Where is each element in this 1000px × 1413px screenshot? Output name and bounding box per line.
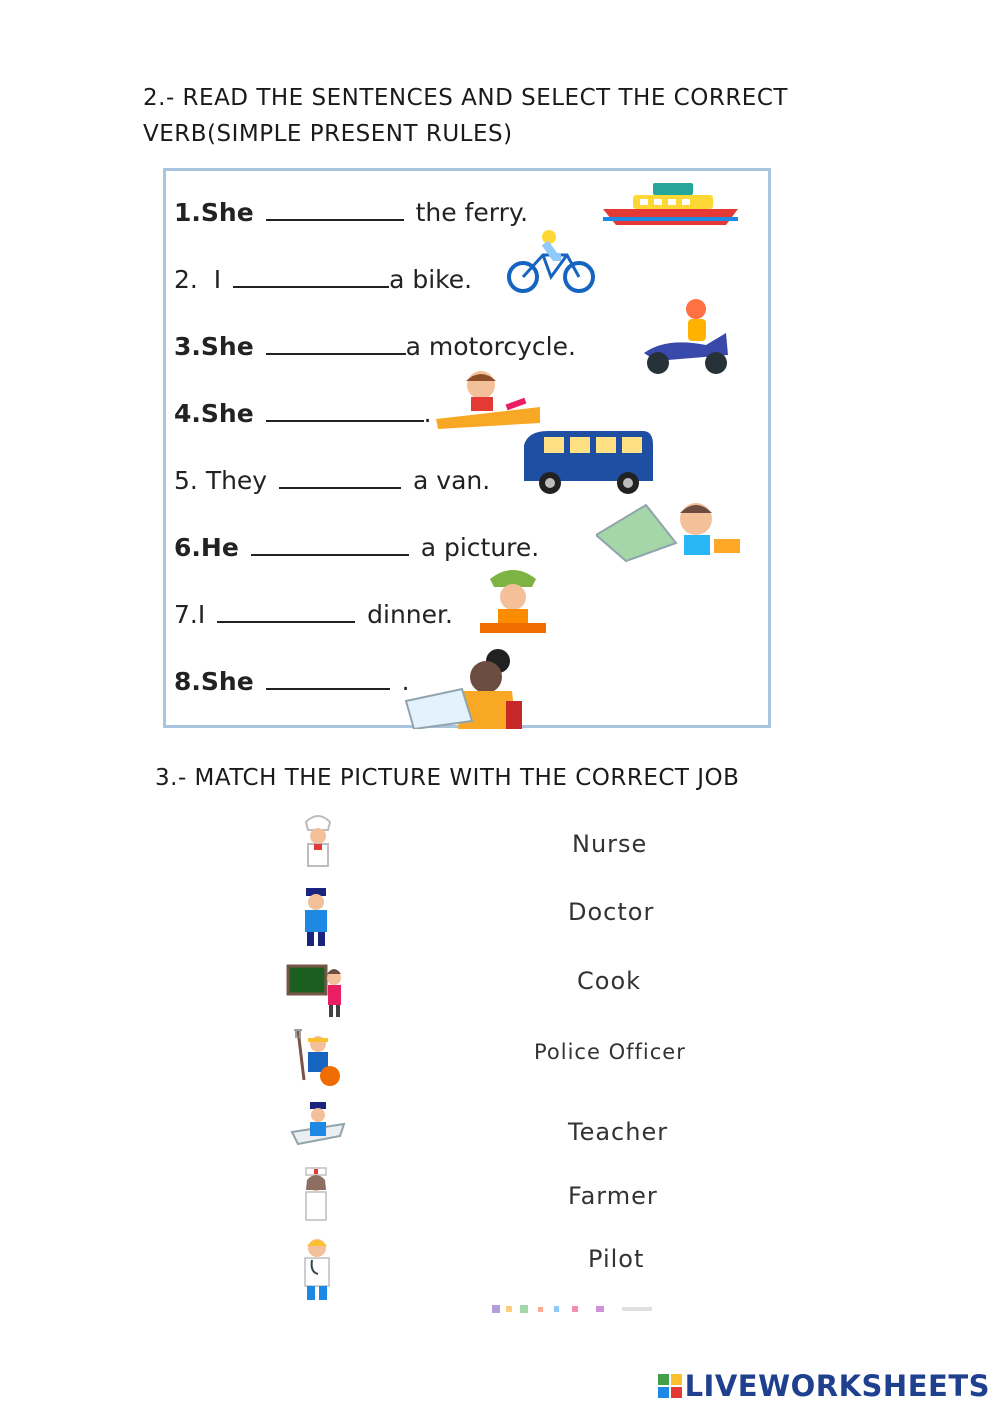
sentence-6 — [174, 533, 539, 562]
answer-blank[interactable] — [251, 534, 409, 556]
liveworksheets-brand — [658, 1369, 990, 1403]
job-label-cook: Cook — [577, 967, 642, 995]
sentence-1 — [174, 198, 528, 227]
sentence-4 — [174, 399, 432, 428]
exercise-box — [163, 168, 771, 728]
sentence-number: 2. — [174, 265, 198, 294]
section-3-heading: 3.- MATCH THE PICTURE WITH THE CORRECT JOB — [155, 765, 740, 791]
cook-picture-icon — [296, 814, 340, 872]
answer-blank[interactable] — [266, 668, 390, 690]
nurse-picture-icon — [296, 1166, 336, 1228]
sentence-rest: a picture. — [420, 533, 540, 562]
sentence-7 — [174, 600, 453, 629]
teacher-picture-icon — [286, 962, 346, 1020]
liveworksheets-logo-icon — [658, 1374, 682, 1398]
sentence-rest: a motorcycle. — [405, 332, 576, 361]
job-label-farmer: Farmer — [568, 1182, 658, 1210]
job-label-teacher: Teacher — [568, 1118, 669, 1146]
section-2-heading — [143, 80, 788, 152]
police-officer-picture-icon — [294, 884, 338, 948]
sentence-number: 1. — [174, 198, 201, 227]
cooking-icon — [478, 565, 548, 637]
sentence-number: 6. — [174, 533, 201, 562]
sentence-subject: She — [200, 399, 254, 428]
answer-blank[interactable] — [266, 400, 424, 422]
sentence-3 — [174, 332, 576, 361]
sentence-rest: . — [401, 667, 410, 696]
sentence-number: 3. — [174, 332, 201, 361]
sentence-subject: He — [200, 533, 239, 562]
answer-blank[interactable] — [279, 467, 401, 489]
answer-blank[interactable] — [217, 601, 355, 623]
sentence-subject: They — [205, 466, 268, 495]
motorcycle-icon — [636, 297, 736, 379]
sentence-number: 5. — [174, 466, 198, 495]
section-2-heading-line-2: VERB(SIMPLE PRESENT RULES) — [143, 121, 513, 147]
sentence-rest: a van. — [413, 466, 491, 495]
sentence-5 — [174, 466, 490, 495]
boy-painting-icon — [596, 499, 746, 565]
sentence-number: 7. — [174, 600, 198, 629]
sentence-number: 4. — [174, 399, 201, 428]
sentence-rest: . — [423, 399, 432, 428]
answer-blank[interactable] — [266, 199, 404, 221]
girl-reading-icon — [402, 641, 532, 729]
sentence-subject: I — [213, 265, 222, 294]
sentence-8 — [174, 667, 410, 696]
sentence-subject: I — [197, 600, 206, 629]
farmer-picture-icon — [290, 1028, 344, 1090]
brand-text: LIVEWORKSHEETS — [684, 1369, 990, 1403]
girl-writing-icon — [436, 367, 546, 433]
decorative-strip — [492, 1302, 692, 1316]
section-2-heading-line-1: 2.- READ THE SENTENCES AND SELECT THE CORRECT — [143, 85, 788, 111]
sentence-rest: a bike. — [389, 265, 473, 294]
job-label-nurse: Nurse — [572, 830, 648, 858]
sentence-subject: She — [200, 332, 254, 361]
answer-blank[interactable] — [233, 266, 389, 288]
sentence-2 — [174, 265, 472, 294]
van-icon — [518, 427, 658, 497]
job-label-police-officer: Police Officer — [534, 1040, 686, 1064]
doctor-picture-icon — [294, 1236, 340, 1302]
answer-blank[interactable] — [266, 333, 406, 355]
sentence-rest: the ferry. — [415, 198, 529, 227]
pilot-picture-icon — [290, 1100, 346, 1156]
job-label-doctor: Doctor — [568, 898, 655, 926]
ferry-icon — [598, 177, 748, 229]
sentence-subject: She — [200, 198, 254, 227]
job-label-pilot: Pilot — [588, 1245, 645, 1273]
sentence-rest: dinner. — [367, 600, 453, 629]
bicycle-icon — [501, 227, 601, 297]
sentence-number: 8. — [174, 667, 201, 696]
sentence-subject: She — [200, 667, 254, 696]
